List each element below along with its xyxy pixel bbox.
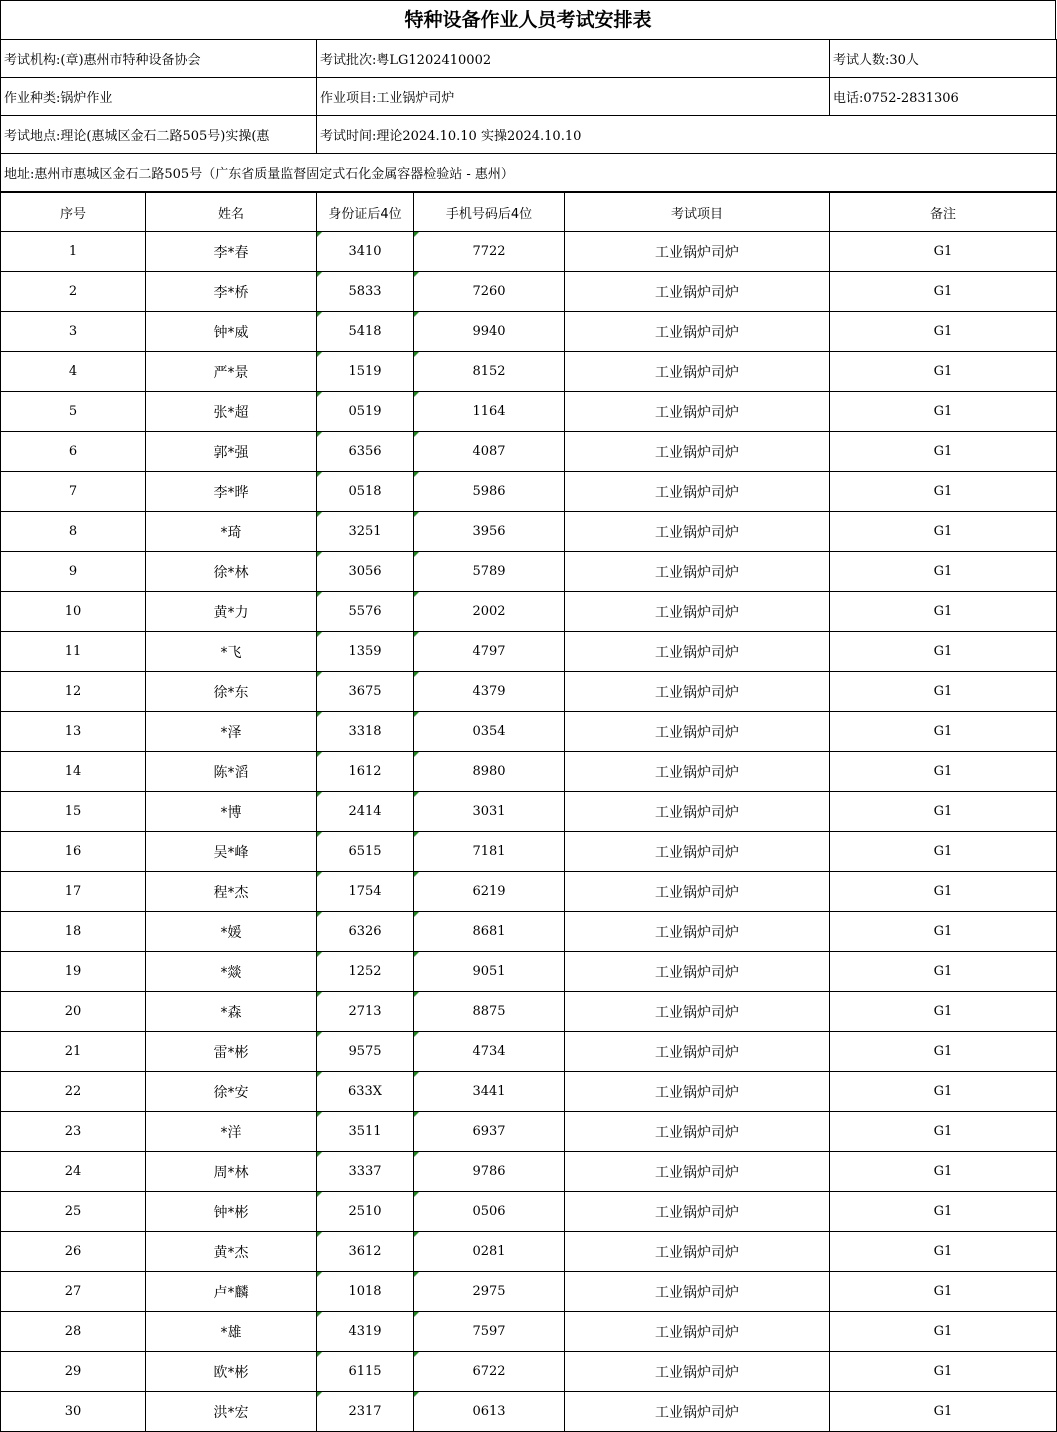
cell-id-last4: 5833: [317, 272, 414, 312]
header-name: 姓名: [146, 193, 317, 232]
table-row: [1, 1192, 1057, 1232]
cell-id-last4: 5418: [317, 312, 414, 352]
cell-name: 张*超: [146, 392, 317, 432]
table-row: [1, 792, 1057, 832]
cell-phone-last4: 2975: [414, 1272, 565, 1312]
exam-count: 考试人数:30人: [830, 40, 1057, 78]
cell-phone-last4: 4734: [414, 1032, 565, 1072]
cell-name: *森: [146, 992, 317, 1032]
cell-phone-last4: 7597: [414, 1312, 565, 1352]
cell-seq: 8: [1, 512, 146, 552]
cell-seq: 11: [1, 632, 146, 672]
cell-name: 李*晔: [146, 472, 317, 512]
cell-exam-item: 工业锅炉司炉: [565, 712, 830, 752]
cell-remark: G1: [830, 592, 1057, 632]
cell-remark: G1: [830, 1392, 1057, 1432]
cell-name: 卢*麟: [146, 1272, 317, 1312]
cell-phone-last4: 8681: [414, 912, 565, 952]
cell-exam-item: 工业锅炉司炉: [565, 1152, 830, 1192]
cell-id-last4: 5576: [317, 592, 414, 632]
cell-exam-item: 工业锅炉司炉: [565, 1032, 830, 1072]
cell-remark: G1: [830, 912, 1057, 952]
cell-remark: G1: [830, 472, 1057, 512]
table-row: [1, 992, 1057, 1032]
exam-location: 考试地点:理论(惠城区金石二路505号)实操(惠: [1, 116, 317, 154]
cell-phone-last4: 9940: [414, 312, 565, 352]
cell-name: 徐*东: [146, 672, 317, 712]
table-row: [1, 432, 1057, 472]
cell-exam-item: 工业锅炉司炉: [565, 552, 830, 592]
cell-exam-item: 工业锅炉司炉: [565, 1312, 830, 1352]
cell-remark: G1: [830, 832, 1057, 872]
cell-name: 周*林: [146, 1152, 317, 1192]
cell-name: 钟*彬: [146, 1192, 317, 1232]
cell-seq: 7: [1, 472, 146, 512]
table-row: [1, 512, 1057, 552]
candidate-table: [0, 192, 1057, 1432]
cell-seq: 17: [1, 872, 146, 912]
cell-exam-item: 工业锅炉司炉: [565, 1272, 830, 1312]
cell-id-last4: 1359: [317, 632, 414, 672]
cell-exam-item: 工业锅炉司炉: [565, 432, 830, 472]
table-row: [1, 912, 1057, 952]
cell-seq: 4: [1, 352, 146, 392]
cell-name: 郭*强: [146, 432, 317, 472]
cell-seq: 19: [1, 952, 146, 992]
cell-phone-last4: 5986: [414, 472, 565, 512]
cell-name: 吴*峰: [146, 832, 317, 872]
header-seq: 序号: [1, 193, 146, 232]
table-row: [1, 1232, 1057, 1272]
cell-name: 李*春: [146, 232, 317, 272]
cell-id-last4: 3251: [317, 512, 414, 552]
cell-id-last4: 1252: [317, 952, 414, 992]
cell-phone-last4: 3031: [414, 792, 565, 832]
cell-id-last4: 6326: [317, 912, 414, 952]
cell-exam-item: 工业锅炉司炉: [565, 832, 830, 872]
cell-id-last4: 1754: [317, 872, 414, 912]
cell-remark: G1: [830, 352, 1057, 392]
cell-exam-item: 工业锅炉司炉: [565, 1232, 830, 1272]
table-row: [1, 1352, 1057, 1392]
cell-seq: 15: [1, 792, 146, 832]
table-row: [1, 1272, 1057, 1312]
cell-seq: 13: [1, 712, 146, 752]
cell-seq: 18: [1, 912, 146, 952]
cell-id-last4: 0519: [317, 392, 414, 432]
cell-phone-last4: 8980: [414, 752, 565, 792]
cell-name: 雷*彬: [146, 1032, 317, 1072]
cell-remark: G1: [830, 752, 1057, 792]
cell-exam-item: 工业锅炉司炉: [565, 1072, 830, 1112]
table-row: [1, 472, 1057, 512]
cell-seq: 24: [1, 1152, 146, 1192]
cell-id-last4: 2510: [317, 1192, 414, 1232]
cell-remark: G1: [830, 1272, 1057, 1312]
cell-id-last4: 633X: [317, 1072, 414, 1112]
cell-remark: G1: [830, 952, 1057, 992]
cell-remark: G1: [830, 272, 1057, 312]
cell-exam-item: 工业锅炉司炉: [565, 672, 830, 712]
cell-exam-item: 工业锅炉司炉: [565, 1112, 830, 1152]
work-type: 作业种类:锅炉作业: [1, 78, 317, 116]
cell-phone-last4: 0354: [414, 712, 565, 752]
header-id-last4: 身份证后4位: [317, 193, 414, 232]
cell-seq: 26: [1, 1232, 146, 1272]
cell-id-last4: 0518: [317, 472, 414, 512]
cell-remark: G1: [830, 1072, 1057, 1112]
table-row: [1, 552, 1057, 592]
cell-id-last4: 1612: [317, 752, 414, 792]
cell-phone-last4: 5789: [414, 552, 565, 592]
table-row: [1, 632, 1057, 672]
cell-id-last4: 3410: [317, 232, 414, 272]
cell-seq: 25: [1, 1192, 146, 1232]
cell-name: *飞: [146, 632, 317, 672]
cell-seq: 21: [1, 1032, 146, 1072]
cell-exam-item: 工业锅炉司炉: [565, 632, 830, 672]
cell-phone-last4: 1164: [414, 392, 565, 432]
cell-seq: 22: [1, 1072, 146, 1112]
cell-phone-last4: 7722: [414, 232, 565, 272]
cell-name: 黄*杰: [146, 1232, 317, 1272]
contact-phone: 电话:0752-2831306: [830, 78, 1057, 116]
cell-seq: 2: [1, 272, 146, 312]
cell-remark: G1: [830, 1232, 1057, 1272]
cell-phone-last4: 7181: [414, 832, 565, 872]
cell-name: 钟*威: [146, 312, 317, 352]
cell-name: 黄*力: [146, 592, 317, 632]
table-row: [1, 352, 1057, 392]
table-row: [1, 1072, 1057, 1112]
cell-phone-last4: 6722: [414, 1352, 565, 1392]
table-row: [1, 832, 1057, 872]
cell-phone-last4: 7260: [414, 272, 565, 312]
cell-exam-item: 工业锅炉司炉: [565, 792, 830, 832]
cell-remark: G1: [830, 1352, 1057, 1392]
cell-seq: 9: [1, 552, 146, 592]
cell-name: *博: [146, 792, 317, 832]
cell-seq: 1: [1, 232, 146, 272]
cell-id-last4: 6356: [317, 432, 414, 472]
cell-seq: 10: [1, 592, 146, 632]
cell-phone-last4: 6937: [414, 1112, 565, 1152]
cell-exam-item: 工业锅炉司炉: [565, 752, 830, 792]
cell-phone-last4: 3441: [414, 1072, 565, 1112]
cell-id-last4: 3056: [317, 552, 414, 592]
cell-id-last4: 1519: [317, 352, 414, 392]
cell-exam-item: 工业锅炉司炉: [565, 512, 830, 552]
cell-phone-last4: 2002: [414, 592, 565, 632]
cell-id-last4: 3675: [317, 672, 414, 712]
table-row: [1, 872, 1057, 912]
cell-remark: G1: [830, 1152, 1057, 1192]
cell-phone-last4: 4379: [414, 672, 565, 712]
cell-id-last4: 3511: [317, 1112, 414, 1152]
info-row: [1, 116, 1057, 154]
cell-seq: 3: [1, 312, 146, 352]
cell-exam-item: 工业锅炉司炉: [565, 1392, 830, 1432]
cell-id-last4: 2713: [317, 992, 414, 1032]
cell-exam-item: 工业锅炉司炉: [565, 1352, 830, 1392]
cell-seq: 23: [1, 1112, 146, 1152]
cell-name: 李*桥: [146, 272, 317, 312]
cell-id-last4: 6115: [317, 1352, 414, 1392]
cell-remark: G1: [830, 232, 1057, 272]
cell-exam-item: 工业锅炉司炉: [565, 592, 830, 632]
table-row: [1, 232, 1057, 272]
table-row: [1, 1152, 1057, 1192]
table-row: [1, 672, 1057, 712]
info-row: [1, 154, 1057, 192]
cell-id-last4: 2414: [317, 792, 414, 832]
info-row: [1, 40, 1057, 78]
cell-name: 欧*彬: [146, 1352, 317, 1392]
cell-name: *燚: [146, 952, 317, 992]
cell-name: 陈*滔: [146, 752, 317, 792]
cell-exam-item: 工业锅炉司炉: [565, 912, 830, 952]
cell-id-last4: 9575: [317, 1032, 414, 1072]
table-row: [1, 712, 1057, 752]
cell-phone-last4: 9051: [414, 952, 565, 992]
cell-exam-item: 工业锅炉司炉: [565, 352, 830, 392]
cell-remark: G1: [830, 552, 1057, 592]
cell-name: *琦: [146, 512, 317, 552]
cell-seq: 20: [1, 992, 146, 1032]
cell-id-last4: 4319: [317, 1312, 414, 1352]
cell-name: *雄: [146, 1312, 317, 1352]
cell-exam-item: 工业锅炉司炉: [565, 952, 830, 992]
cell-remark: G1: [830, 872, 1057, 912]
cell-remark: G1: [830, 512, 1057, 552]
exam-time: 考试时间:理论2024.10.10 实操2024.10.10: [317, 116, 1057, 154]
cell-seq: 14: [1, 752, 146, 792]
table-row: [1, 752, 1057, 792]
cell-name: 程*杰: [146, 872, 317, 912]
table-row: [1, 1312, 1057, 1352]
cell-remark: G1: [830, 1192, 1057, 1232]
cell-id-last4: 3337: [317, 1152, 414, 1192]
cell-id-last4: 2317: [317, 1392, 414, 1432]
cell-seq: 28: [1, 1312, 146, 1352]
cell-phone-last4: 0613: [414, 1392, 565, 1432]
header-remark: 备注: [830, 193, 1057, 232]
cell-remark: G1: [830, 1312, 1057, 1352]
exam-batch: 考试批次:粤LG1202410002: [317, 40, 830, 78]
cell-seq: 16: [1, 832, 146, 872]
cell-name: 严*景: [146, 352, 317, 392]
header-phone-last4: 手机号码后4位: [414, 193, 565, 232]
cell-phone-last4: 4797: [414, 632, 565, 672]
sheet-title: 特种设备作业人员考试安排表: [0, 0, 1056, 39]
exam-org: 考试机构:(章)惠州市特种设备协会: [1, 40, 317, 78]
table-row: [1, 1112, 1057, 1152]
table-row: [1, 1392, 1057, 1432]
cell-id-last4: 3612: [317, 1232, 414, 1272]
cell-exam-item: 工业锅炉司炉: [565, 472, 830, 512]
cell-exam-item: 工业锅炉司炉: [565, 1192, 830, 1232]
cell-name: 洪*宏: [146, 1392, 317, 1432]
cell-phone-last4: 6219: [414, 872, 565, 912]
cell-seq: 12: [1, 672, 146, 712]
cell-exam-item: 工业锅炉司炉: [565, 872, 830, 912]
table-row: [1, 272, 1057, 312]
cell-name: 徐*安: [146, 1072, 317, 1112]
cell-remark: G1: [830, 712, 1057, 752]
cell-name: *洋: [146, 1112, 317, 1152]
cell-exam-item: 工业锅炉司炉: [565, 232, 830, 272]
cell-name: 徐*林: [146, 552, 317, 592]
cell-seq: 5: [1, 392, 146, 432]
cell-exam-item: 工业锅炉司炉: [565, 312, 830, 352]
cell-remark: G1: [830, 312, 1057, 352]
cell-remark: G1: [830, 672, 1057, 712]
exam-address: 地址:惠州市惠城区金石二路505号（广东省质量监督固定式石化金属容器检验站 - 惠州）: [1, 154, 1057, 192]
table-row: [1, 592, 1057, 632]
table-row: [1, 952, 1057, 992]
cell-seq: 6: [1, 432, 146, 472]
cell-remark: G1: [830, 632, 1057, 672]
cell-remark: G1: [830, 792, 1057, 832]
cell-remark: G1: [830, 992, 1057, 1032]
cell-remark: G1: [830, 392, 1057, 432]
cell-exam-item: 工业锅炉司炉: [565, 392, 830, 432]
cell-remark: G1: [830, 1112, 1057, 1152]
cell-phone-last4: 4087: [414, 432, 565, 472]
cell-phone-last4: 8152: [414, 352, 565, 392]
cell-seq: 27: [1, 1272, 146, 1312]
table-row: [1, 392, 1057, 432]
cell-id-last4: 3318: [317, 712, 414, 752]
cell-name: *泽: [146, 712, 317, 752]
info-row: [1, 78, 1057, 116]
cell-seq: 30: [1, 1392, 146, 1432]
work-project: 作业项目:工业锅炉司炉: [317, 78, 830, 116]
cell-id-last4: 6515: [317, 832, 414, 872]
table-row: [1, 1032, 1057, 1072]
cell-seq: 29: [1, 1352, 146, 1392]
cell-remark: G1: [830, 432, 1057, 472]
cell-phone-last4: 0281: [414, 1232, 565, 1272]
cell-phone-last4: 3956: [414, 512, 565, 552]
cell-id-last4: 1018: [317, 1272, 414, 1312]
cell-phone-last4: 0506: [414, 1192, 565, 1232]
cell-name: *媛: [146, 912, 317, 952]
cell-phone-last4: 9786: [414, 1152, 565, 1192]
cell-phone-last4: 8875: [414, 992, 565, 1032]
cell-exam-item: 工业锅炉司炉: [565, 992, 830, 1032]
table-header-row: [1, 193, 1057, 232]
header-exam-item: 考试项目: [565, 193, 830, 232]
cell-remark: G1: [830, 1032, 1057, 1072]
info-table: [0, 39, 1057, 192]
cell-exam-item: 工业锅炉司炉: [565, 272, 830, 312]
table-row: [1, 312, 1057, 352]
